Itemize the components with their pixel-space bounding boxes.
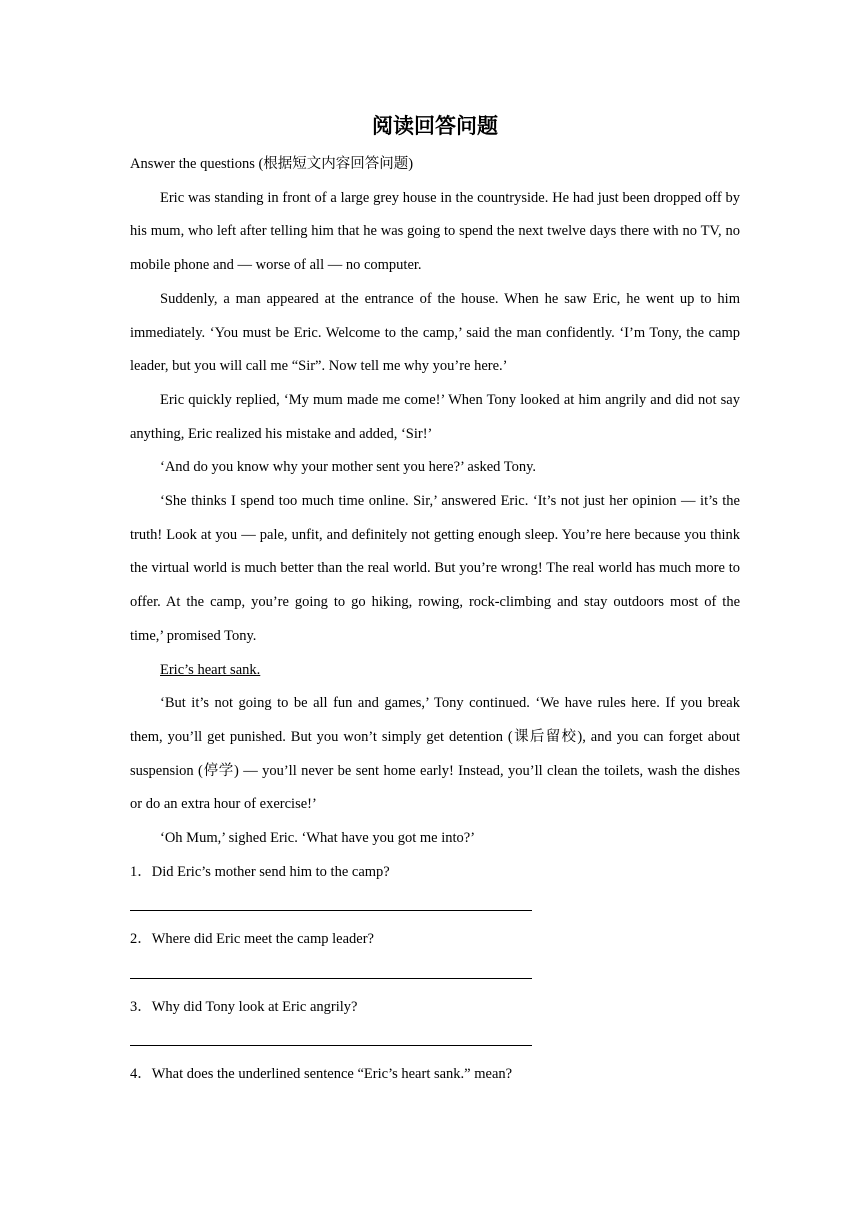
answer-line-1[interactable] — [130, 889, 532, 923]
question-2: 2．Where did Eric meet the camp leader? — [130, 931, 374, 948]
underlined-sentence: Eric’s heart sank. — [160, 661, 261, 678]
instruction: Answer the questions (根据短文内容回答问题) — [130, 156, 414, 172]
paragraph-5: ‘She thinks I spend too much time online. Sir,’ answered Eric. ‘It’s not just her opinion — it’s the truth! Look at you — pale, unfit, and definitely not getting enough sleep. You’re here because you think the virtual world is much better than the real world. But you’re wrong! The real world has much more to offer. At the camp, you’re going to go hiking, rowing, rock-climbing and stay outdoors most of the time,’ promised Tony. — [130, 493, 740, 644]
answer-line-2[interactable] — [130, 957, 532, 991]
question-4: 4．What does the underlined sentence “Eric’s heart sank.” mean? — [130, 1065, 513, 1082]
page-title: 阅读回答问题 — [372, 114, 498, 138]
answer-line-3[interactable] — [130, 1024, 532, 1058]
paragraph-3: Eric quickly replied, ‘My mum made me come!’ When Tony looked at him angrily and did not say anything, Eric realized his mistake and added, ‘Sir!’ — [130, 391, 740, 442]
paragraph-1: Eric was standing in front of a large grey house in the countryside. He had just been dropped off by his mum, who left after telling him that he was going to spend the next twelve days there with no TV, no mobile phone and — worse of all — no computer. — [130, 189, 740, 274]
paragraph-4: ‘And do you know why your mother sent you here?’ asked Tony. — [160, 459, 537, 476]
document-page — [130, 108, 740, 1092]
paragraph-7: ‘But it’s not going to be all fun and games,’ Tony continued. ‘We have rules here. If you break them, you’ll get punished. But you won’t simply get detention (课后留校), and you can forget about suspension (停学) — you’ll never be sent home early! Instead, you’ll clean the toilets, wash the dishes or do an extra hour of exercise!’ — [130, 695, 740, 813]
paragraph-2: Suddenly, a man appeared at the entrance of the house. When he saw Eric, he went up to him immediately. ‘You must be Eric. Welcome to the camp,’ said the man confidently. ‘I’m Tony, the camp leader, but you will call me “Sir”. Now tell me why you’re here.’ — [130, 290, 740, 375]
paragraph-6-underlined — [130, 654, 740, 688]
question-3: 3．Why did Tony look at Eric angrily? — [130, 998, 358, 1015]
question-1: 1．Did Eric’s mother send him to the camp? — [130, 863, 390, 880]
paragraph-8: ‘Oh Mum,’ sighed Eric. ‘What have you got me into?’ — [160, 830, 476, 847]
